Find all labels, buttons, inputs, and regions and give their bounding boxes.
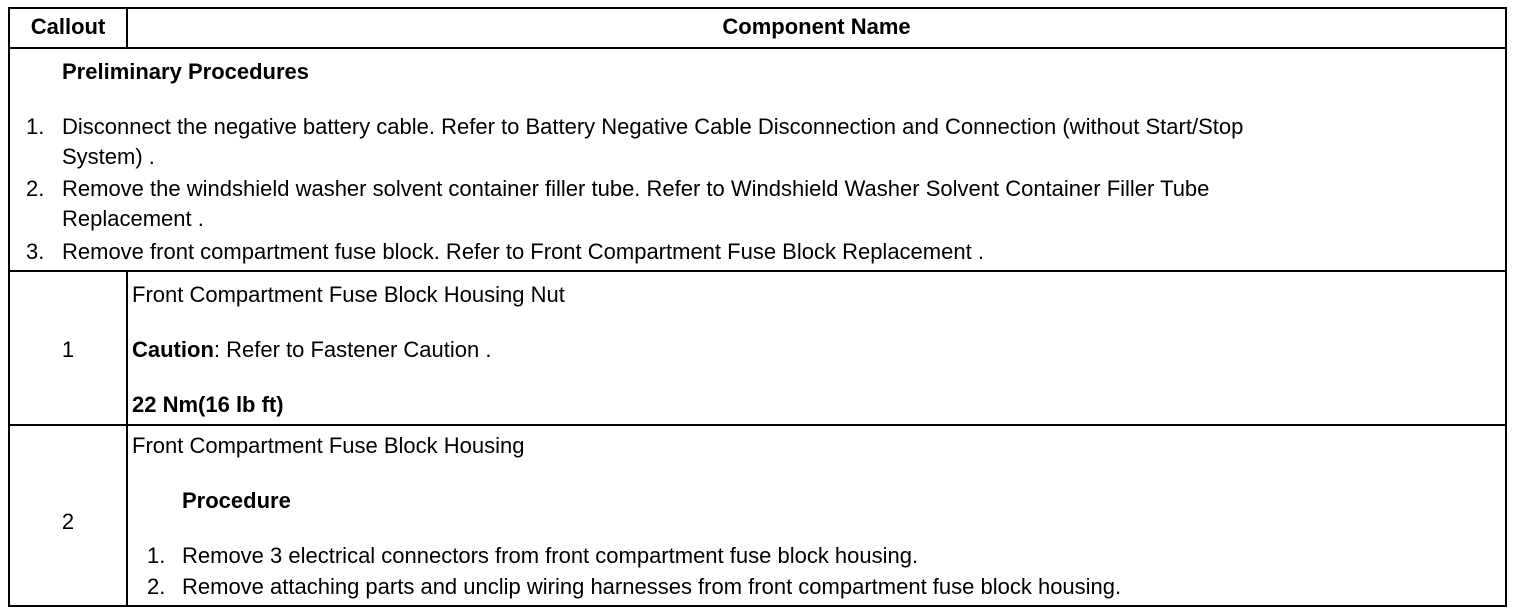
prelim-step-3-line1: Remove front compartment fuse block. Refer to Front Compartment Fuse Block Replacement . [62, 239, 984, 264]
row-2-component-name: Front Compartment Fuse Block Housing [132, 433, 525, 458]
header-callout: Callout [30, 14, 106, 39]
component-table [8, 7, 1507, 607]
prelim-step-3-number: 3. [26, 239, 45, 264]
row1-divider [10, 424, 1505, 426]
column-divider-rows [126, 270, 128, 605]
prelim-step-2-line2: Replacement . [62, 206, 204, 231]
row-2-callout: 2 [61, 509, 75, 534]
preliminary-divider [10, 270, 1505, 272]
prelim-step-2-line1: Remove the windshield washer solvent container filler tube. Refer to Windshield Washer Solvent Container Filler Tube [62, 176, 1210, 201]
header-divider [10, 47, 1505, 49]
row-2-step-1-text: Remove 3 electrical connectors from front compartment fuse block housing. [182, 543, 919, 568]
caution-text: : Refer to Fastener Caution . [213, 337, 492, 362]
row-2-step-1-number: 1. [147, 543, 166, 568]
row-1-caution [132, 335, 491, 365]
row-2-procedure-title: Procedure [182, 488, 291, 513]
prelim-step-1-number: 1. [26, 114, 45, 139]
row-1-torque: 22 Nm(16 lb ft) [132, 392, 284, 417]
preliminary-title: Preliminary Procedures [62, 59, 310, 84]
caution-label: Caution [132, 337, 214, 362]
prelim-step-1-line1: Disconnect the negative battery cable. Refer to Battery Negative Cable Disconnection and Connection (without Start/Stop [62, 114, 1244, 139]
header-component-name: Component Name [722, 14, 911, 39]
row-1-callout: 1 [61, 337, 75, 362]
row-2-step-2-text: Remove attaching parts and unclip wiring harnesses from front compartment fuse block housing. [182, 574, 1122, 599]
prelim-step-1-line2: System) . [62, 144, 155, 169]
prelim-step-2-number: 2. [26, 176, 45, 201]
row-2-step-2-number: 2. [147, 574, 166, 599]
row-1-component-name: Front Compartment Fuse Block Housing Nut [132, 282, 565, 307]
